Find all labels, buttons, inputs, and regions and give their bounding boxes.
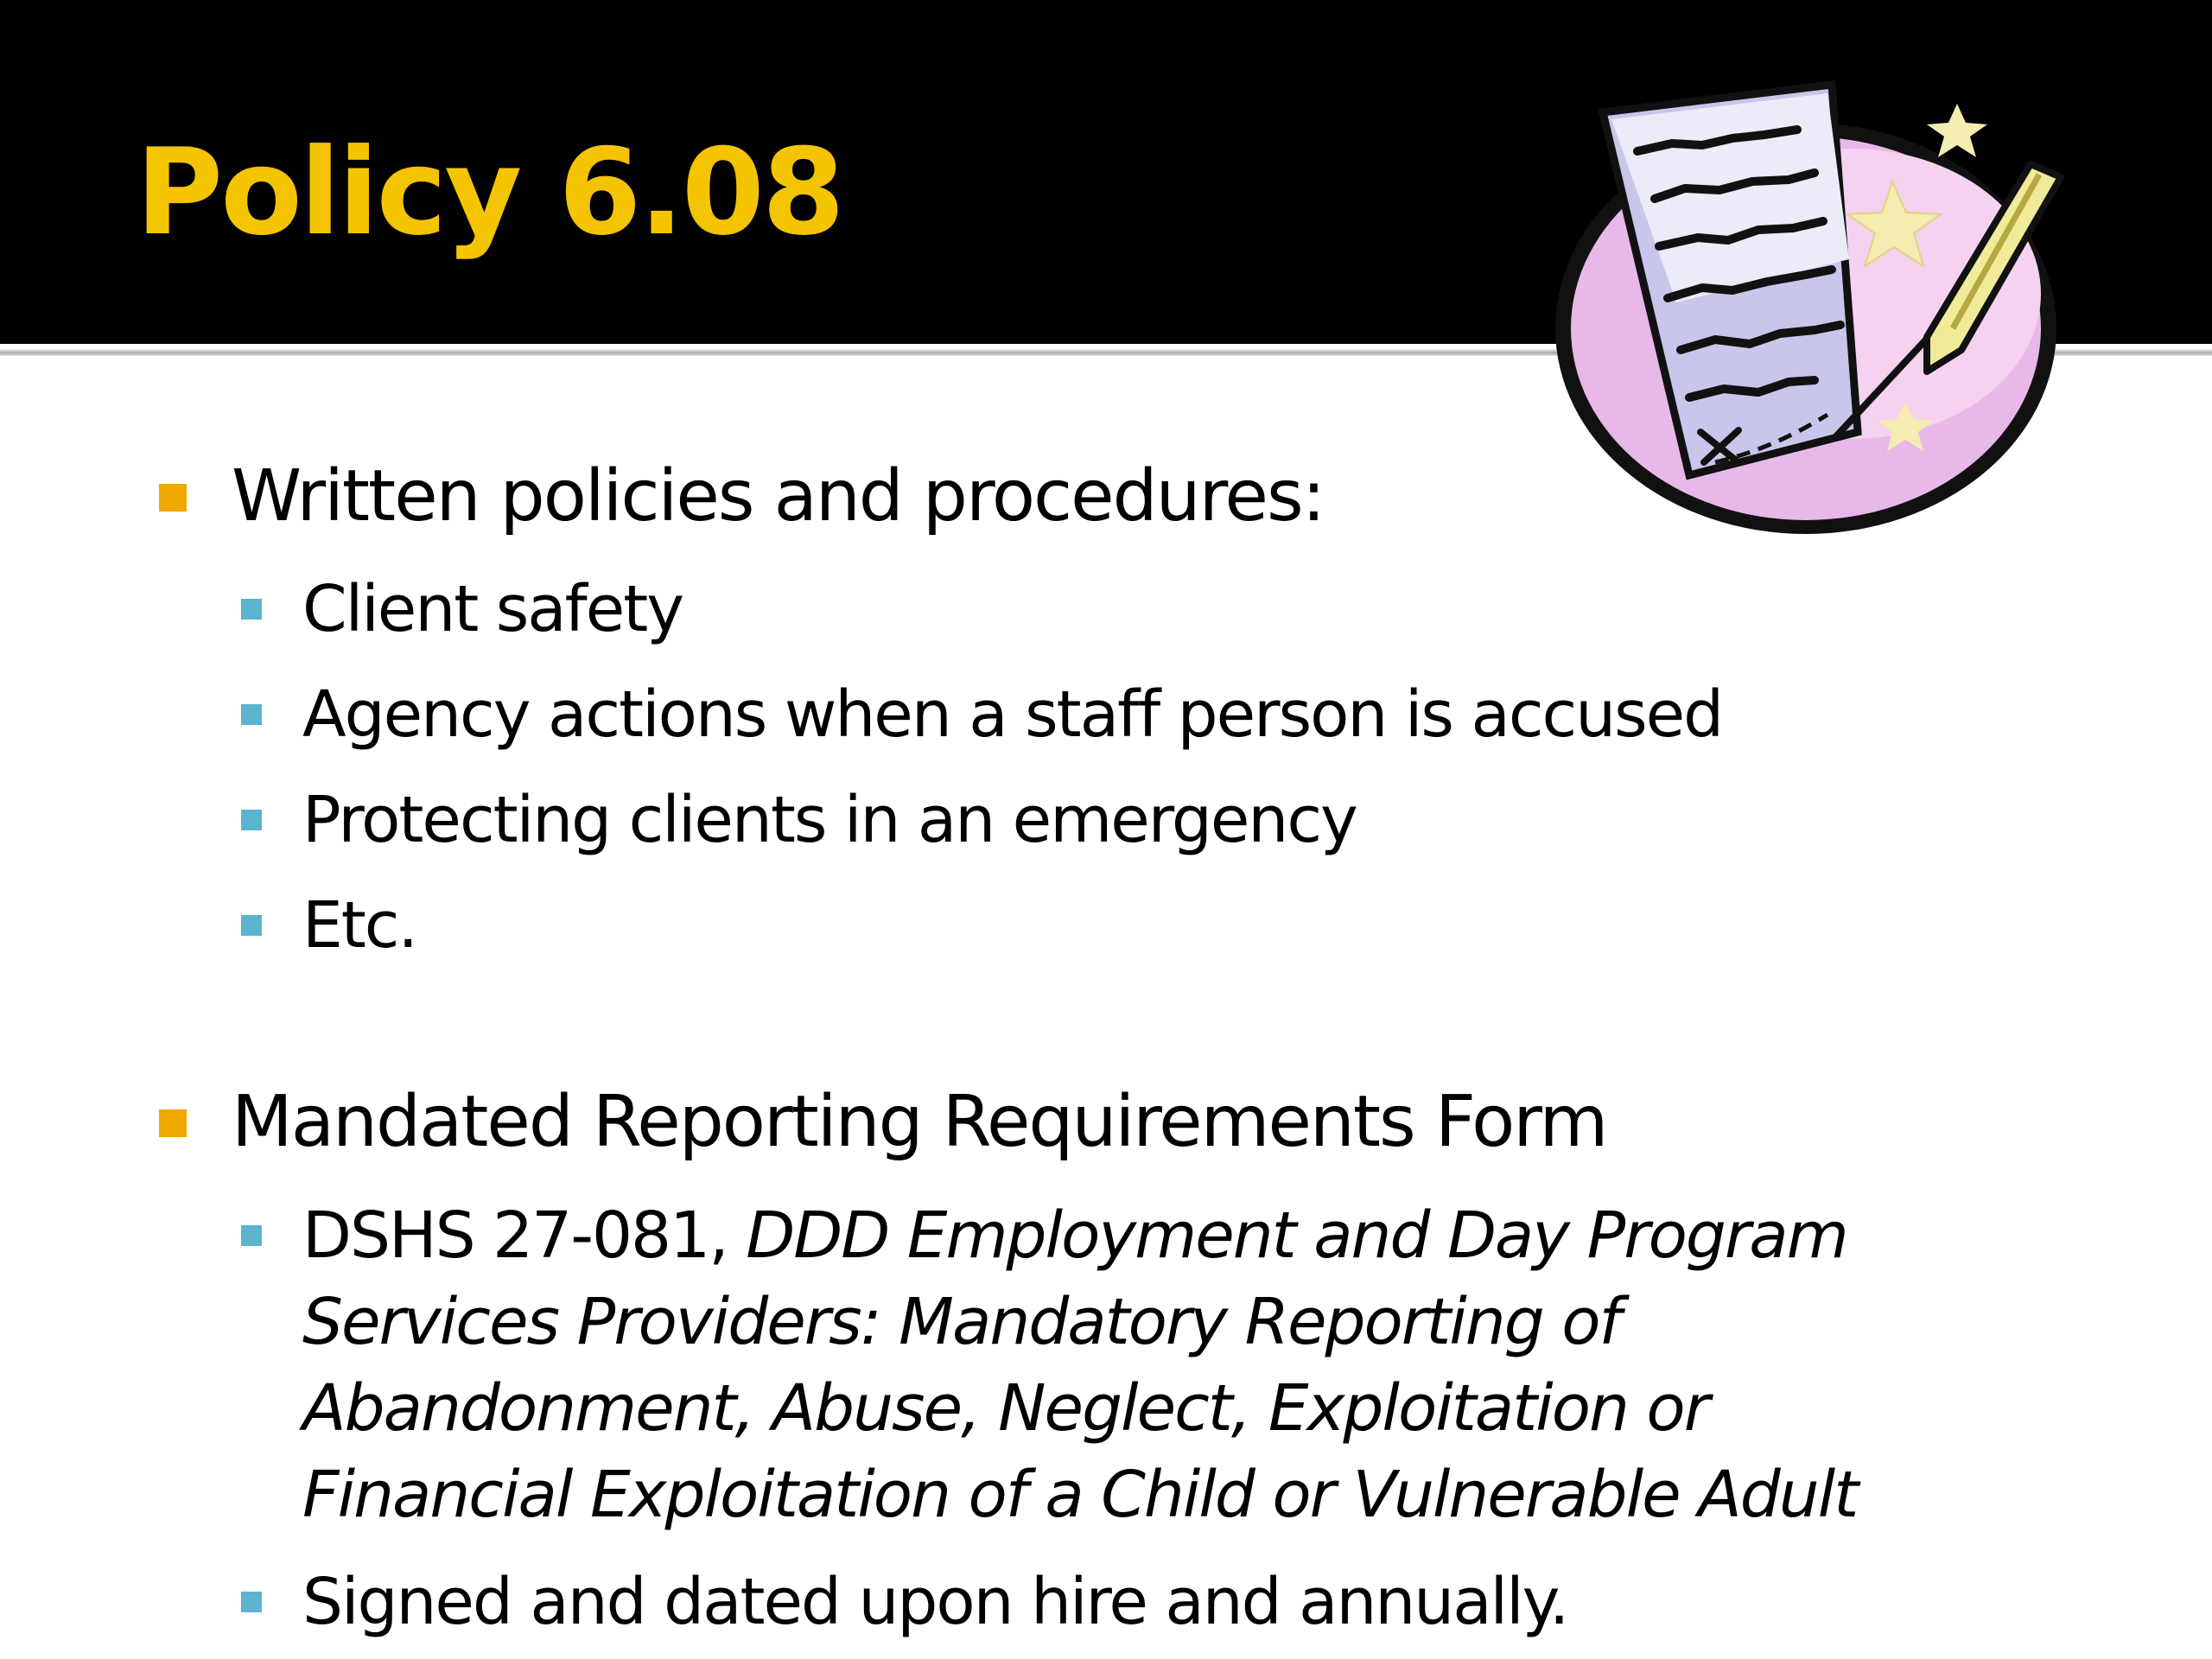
level2-bullet-marker [241,810,262,830]
list-item-text: Etc. [302,888,416,963]
form-number: DSHS 27-081, [302,1198,747,1273]
list-item-text: Protecting clients in an emergency [302,783,1357,857]
level2-bullet-marker [241,915,262,936]
list-item-text: Agency actions when a staff person is accused [302,677,1723,752]
form-description [302,1192,1987,1538]
written-policies-heading: Written policies and procedures: [232,455,1325,537]
mandated-reporting-heading: Mandated Reporting Requirements Form [232,1081,1607,1163]
level1-bullet-marker [159,484,187,512]
level2-bullet-marker [241,704,262,725]
list-item-text: Client safety [302,572,683,646]
level1-bullet-marker [159,1109,187,1137]
list-item-text: Signed and dated upon hire and annually. [302,1565,1568,1639]
quill-and-document-clipart-icon [1521,69,2074,553]
form-title: DDD Employment and Day Program Services Providers: Mandatory Reporting of Abandonment, Abuse, Neglect, Exploitation or Financial Exploitation of a Child or Vulnerable Adult [302,1198,1858,1532]
slide-title: Policy 6.08 [136,123,842,262]
level2-bullet-marker [241,599,262,620]
level2-bullet-marker [241,1592,262,1612]
level2-bullet-marker [241,1225,262,1246]
